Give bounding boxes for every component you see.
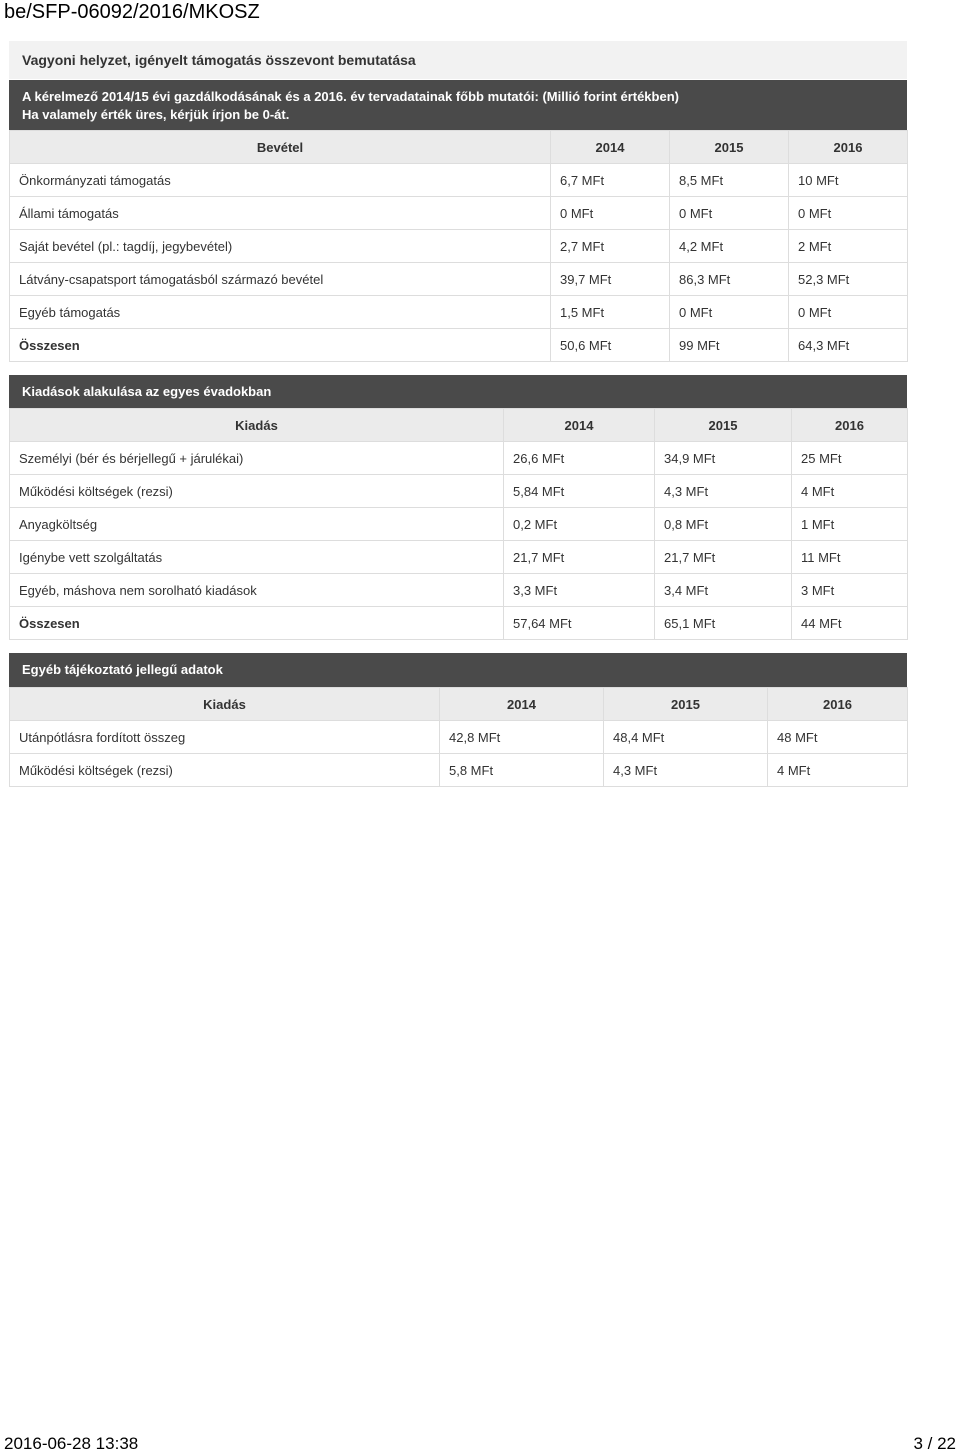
header-cell-category: Kiadás [10, 409, 504, 442]
row-value: 0 MFt [670, 296, 789, 329]
row-value: 2,7 MFt [551, 230, 670, 263]
row-label: Állami támogatás [10, 197, 551, 230]
table-row [10, 721, 908, 754]
row-value: 6,7 MFt [551, 164, 670, 197]
header-cell-2015: 2015 [670, 131, 789, 164]
footer-timestamp: 2016-06-28 13:38 [4, 1434, 139, 1453]
table-row [10, 296, 908, 329]
header-cell-2015: 2015 [655, 409, 792, 442]
row-value: 86,3 MFt [670, 263, 789, 296]
table-row [10, 475, 908, 508]
table-row [10, 508, 908, 541]
table-row [10, 541, 908, 574]
row-value: 25 MFt [792, 442, 908, 475]
row-value: 5,8 MFt [440, 754, 604, 787]
other-section-header: Egyéb tájékoztató jellegű adatok [9, 653, 907, 687]
row-value: 39,7 MFt [551, 263, 670, 296]
row-value: 48,4 MFt [604, 721, 768, 754]
header-cell-2015: 2015 [604, 688, 768, 721]
income-intro-header [9, 80, 907, 130]
row-value: 52,3 MFt [789, 263, 908, 296]
row-label: Egyéb, máshova nem sorolható kiadások [10, 574, 504, 607]
row-label: Működési költségek (rezsi) [10, 475, 504, 508]
row-label: Utánpótlásra fordított összeg [10, 721, 440, 754]
row-value: 3,4 MFt [655, 574, 792, 607]
row-value: 1,5 MFt [551, 296, 670, 329]
header-cell-2014: 2014 [440, 688, 604, 721]
table-row [10, 230, 908, 263]
row-value: 3 MFt [792, 574, 908, 607]
total-row [10, 607, 908, 640]
table-row [10, 442, 908, 475]
row-label: Egyéb támogatás [10, 296, 551, 329]
row-value: 5,84 MFt [504, 475, 655, 508]
income-table [9, 130, 908, 362]
row-label: Igénybe vett szolgáltatás [10, 541, 504, 574]
row-label: Anyagköltség [10, 508, 504, 541]
row-value: 34,9 MFt [655, 442, 792, 475]
header-cell-2016: 2016 [789, 131, 908, 164]
total-label: Összesen [10, 607, 504, 640]
row-value: 0,8 MFt [655, 508, 792, 541]
header-cell-category: Kiadás [10, 688, 440, 721]
income-intro-line-2: Ha valamely érték üres, kérjük írjon be 0-át. [22, 107, 290, 122]
row-value: 8,5 MFt [670, 164, 789, 197]
row-label: Látvány-csapatsport támogatásból származó bevétel [10, 263, 551, 296]
row-value: 10 MFt [789, 164, 908, 197]
row-value: 0 MFt [670, 197, 789, 230]
table-row [10, 197, 908, 230]
header-cell-2016: 2016 [768, 688, 908, 721]
row-value: 26,6 MFt [504, 442, 655, 475]
table-header-row [10, 131, 908, 164]
row-value: 4 MFt [768, 754, 908, 787]
total-value: 64,3 MFt [789, 329, 908, 362]
table-header-row [10, 688, 908, 721]
row-value: 4,2 MFt [670, 230, 789, 263]
row-value: 11 MFt [792, 541, 908, 574]
document-id: be/SFP-06092/2016/MKOSZ [4, 1, 260, 23]
row-label: Önkormányzati támogatás [10, 164, 551, 197]
footer-page-number: 3 / 22 [913, 1434, 956, 1453]
total-label: Összesen [10, 329, 551, 362]
total-value: 44 MFt [792, 607, 908, 640]
table-row [10, 263, 908, 296]
table-row [10, 574, 908, 607]
income-intro-line-1: A kérelmező 2014/15 évi gazdálkodásának és a 2016. év tervadatainak főbb mutatói: (Millió forint értékben) [22, 89, 679, 104]
row-value: 0,2 MFt [504, 508, 655, 541]
other-info-table [9, 687, 908, 787]
row-label: Működési költségek (rezsi) [10, 754, 440, 787]
row-value: 0 MFt [551, 197, 670, 230]
row-label: Saját bevétel (pl.: tagdíj, jegybevétel) [10, 230, 551, 263]
row-value: 48 MFt [768, 721, 908, 754]
table-row [10, 164, 908, 197]
row-value: 4 MFt [792, 475, 908, 508]
total-value: 99 MFt [670, 329, 789, 362]
total-row [10, 329, 908, 362]
row-value: 4,3 MFt [655, 475, 792, 508]
total-value: 57,64 MFt [504, 607, 655, 640]
header-cell-2014: 2014 [551, 131, 670, 164]
expense-table [9, 408, 908, 640]
header-cell-2014: 2014 [504, 409, 655, 442]
row-value: 4,3 MFt [604, 754, 768, 787]
row-value: 0 MFt [789, 296, 908, 329]
table-header-row [10, 409, 908, 442]
header-cell-2016: 2016 [792, 409, 908, 442]
row-value: 2 MFt [789, 230, 908, 263]
header-cell-category: Bevétel [10, 131, 551, 164]
section-title: Vagyoni helyzet, igényelt támogatás összevont bemutatása [9, 41, 907, 79]
row-value: 0 MFt [789, 197, 908, 230]
row-value: 1 MFt [792, 508, 908, 541]
row-value: 3,3 MFt [504, 574, 655, 607]
row-value: 42,8 MFt [440, 721, 604, 754]
total-value: 50,6 MFt [551, 329, 670, 362]
total-value: 65,1 MFt [655, 607, 792, 640]
row-value: 21,7 MFt [504, 541, 655, 574]
row-label: Személyi (bér és bérjellegű + járulékai) [10, 442, 504, 475]
table-row [10, 754, 908, 787]
expense-section-header: Kiadások alakulása az egyes évadokban [9, 375, 907, 408]
row-value: 21,7 MFt [655, 541, 792, 574]
